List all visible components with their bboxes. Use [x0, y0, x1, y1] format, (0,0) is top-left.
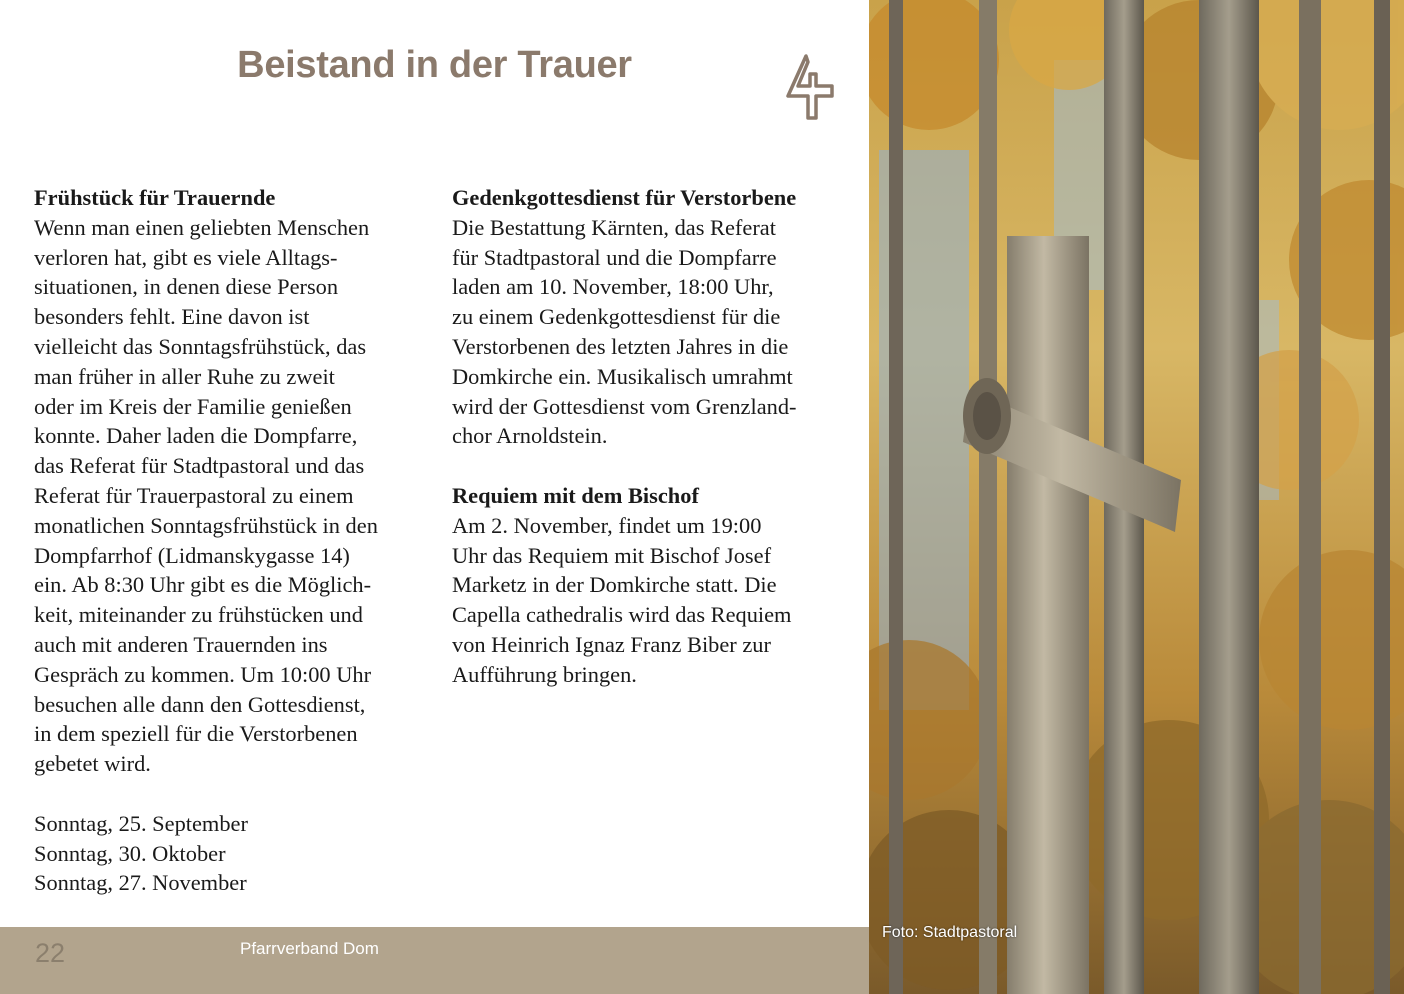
text-line: oder im Kreis der Familie genießen [34, 393, 352, 419]
text-line: wird der Gottesdienst vom Grenzland- [452, 393, 797, 419]
cross-four-logo-icon [784, 52, 838, 122]
photo-credit: Foto: Stadtpastoral [882, 924, 1018, 941]
text-line: von Heinrich Ignaz Franz Biber zur [452, 631, 771, 657]
right-column [452, 183, 852, 690]
text-line: chor Arnoldstein. [452, 423, 608, 449]
date-item: Sonntag, 30. Oktober [34, 840, 226, 866]
text-line: besonders fehlt. Eine davon ist [34, 304, 310, 330]
photo-illustration [869, 0, 1404, 994]
text-line: ein. Ab 8:30 Uhr gibt es die Möglich- [34, 572, 372, 598]
section-heading-requiem: Requiem mit dem Bischof [452, 482, 699, 508]
text-line: für Stadtpastoral und die Dompfarre [452, 244, 777, 270]
page-number: 22 [35, 938, 66, 968]
text-line: Uhr das Requiem mit Bischof Josef [452, 542, 772, 568]
section-heading-breakfast: Frühstück für Trauernde [34, 185, 276, 210]
text-line: Die Bestattung Kärnten, das Referat [452, 214, 776, 240]
section-heading-memorial: Gedenkgottesdienst für Verstorbene [452, 185, 797, 210]
date-item: Sonntag, 25. September [34, 810, 248, 836]
forest-cross-photo [869, 0, 1404, 994]
publication-name: Pfarrverband Dom [240, 939, 379, 958]
text-line: Wenn man einen geliebten Menschen [34, 214, 370, 240]
date-item: Sonntag, 27. November [34, 870, 247, 896]
breakfast-body [34, 213, 434, 779]
text-line: Gespräch zu kommen. Um 10:00 Uhr [34, 661, 372, 687]
text-line: das Referat für Stadtpastoral und das [34, 453, 365, 479]
page-footer [0, 927, 869, 994]
text-line: man früher in aller Ruhe zu zweit [34, 363, 335, 389]
dates-list [34, 809, 434, 898]
text-line: Domkirche ein. Musikalisch umrahmt [452, 363, 793, 389]
text-line: Dompfarrhof (Lidmanskygasse 14) [34, 542, 350, 568]
text-line: gebetet wird. [34, 751, 151, 777]
text-line: Marketz in der Domkirche statt. Die [452, 572, 777, 598]
text-line: vielleicht das Sonntagsfrühstück, das [34, 333, 367, 359]
text-line: auch mit anderen Trauernden ins [34, 631, 328, 657]
text-line: besuchen alle dann den Gottesdienst, [34, 691, 366, 717]
text-line: Verstorbenen des letzten Jahres in die [452, 333, 789, 359]
text-line: verloren hat, gibt es viele Alltags- [34, 244, 338, 270]
text-line: Aufführung bringen. [452, 661, 637, 687]
text-line: Am 2. November, findet um 19:00 [452, 512, 762, 538]
text-line: konnte. Daher laden die Dompfarre, [34, 423, 358, 449]
requiem-body [452, 511, 852, 690]
left-column [34, 183, 434, 898]
page-title: Beistand in der Trauer [237, 44, 632, 86]
text-line: monatlichen Sonntagsfrühstück in den [34, 512, 378, 538]
text-line: zu einem Gedenkgottesdienst für die [452, 304, 781, 330]
text-line: Referat für Trauerpastoral zu einem [34, 482, 354, 508]
text-line: keit, miteinander zu frühstücken und [34, 602, 363, 628]
memorial-body [452, 213, 852, 451]
text-line: Capella cathedralis wird das Requiem [452, 602, 792, 628]
text-line: laden am 10. November, 18:00 Uhr, [452, 274, 774, 300]
text-line: in dem speziell für die Verstorbenen [34, 721, 358, 747]
text-line: situationen, in denen diese Person [34, 274, 339, 300]
